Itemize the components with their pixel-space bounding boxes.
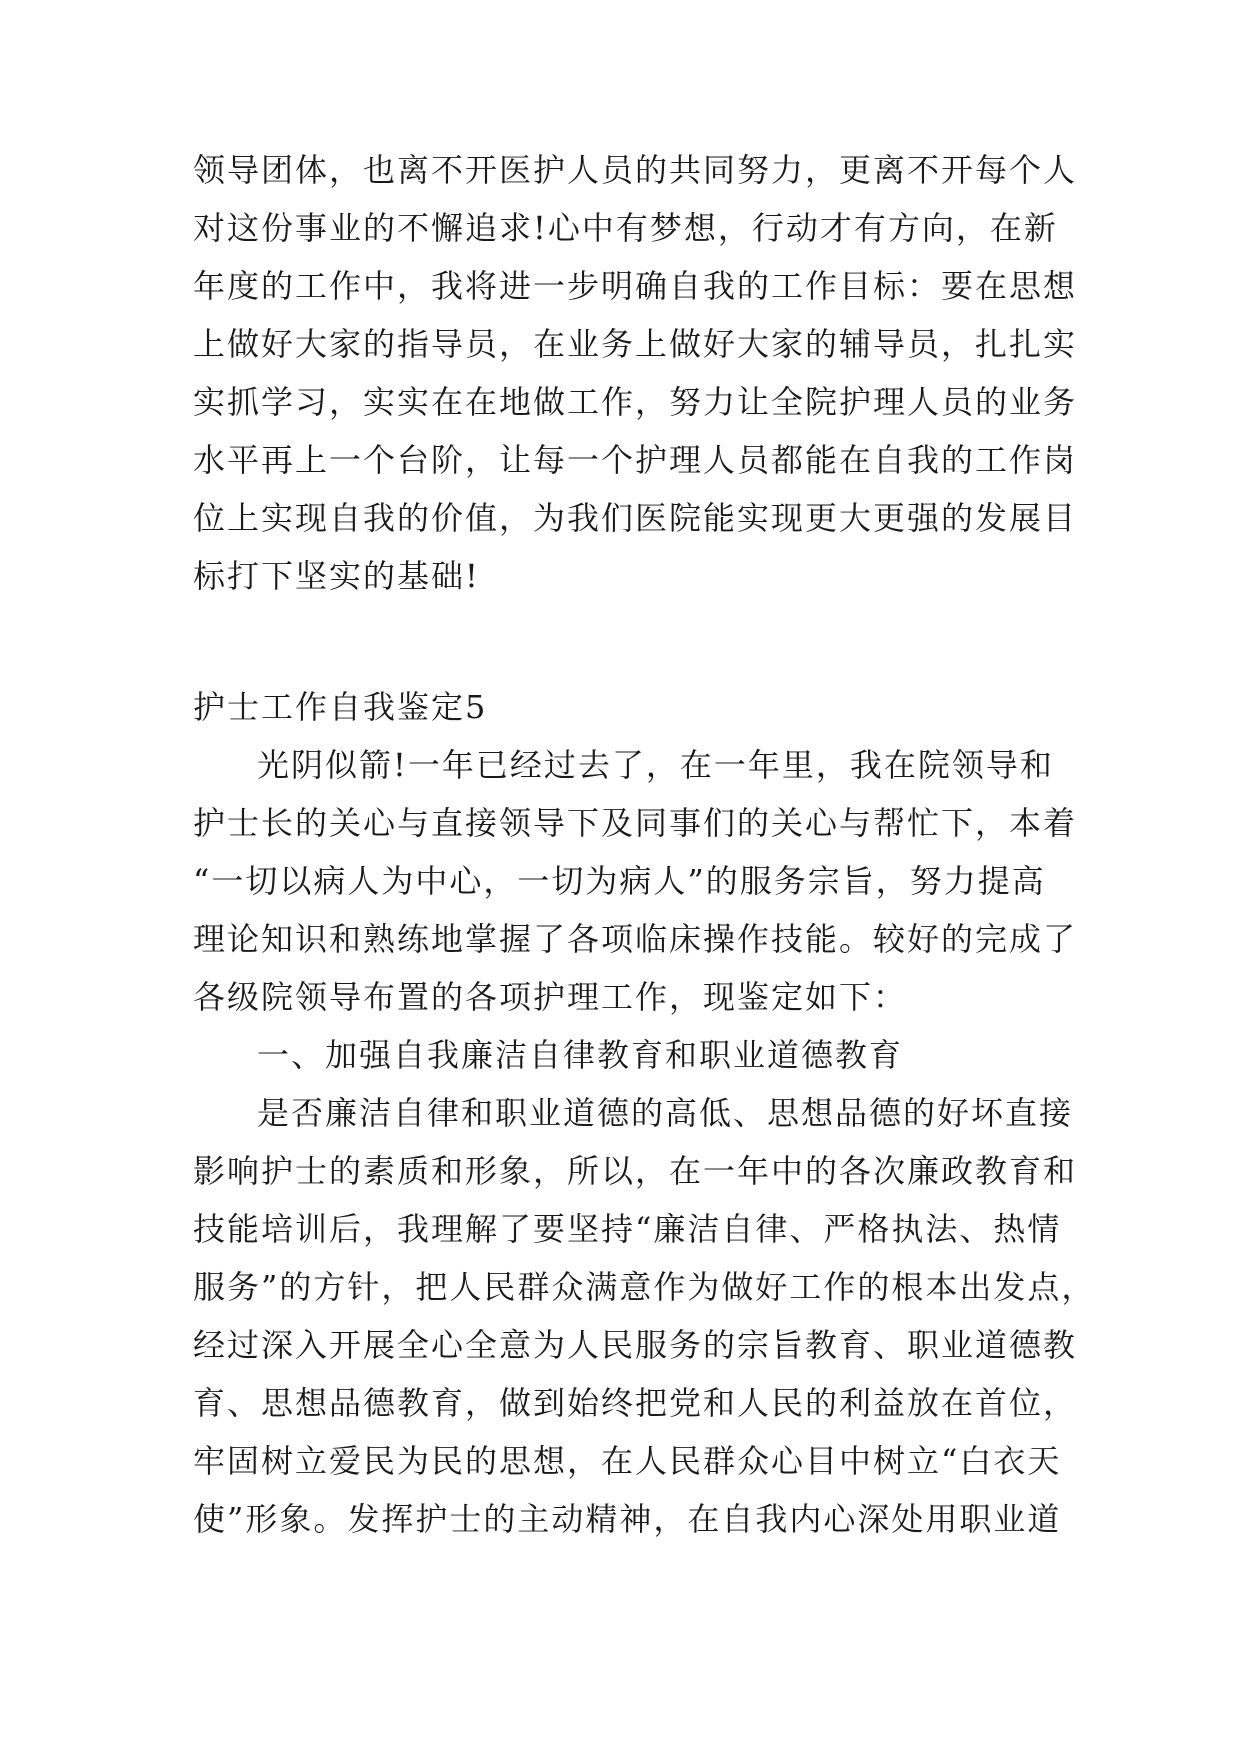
- paragraph-line: 各级院领导布置的各项护理工作，现鉴定如下：: [193, 978, 908, 1016]
- paragraph-line: 是否廉洁自律和职业道德的高低、思想品德的好坏直接: [257, 1094, 1074, 1132]
- subheading: 一、加强自我廉洁自律教育和职业道德教育: [257, 1036, 904, 1074]
- paragraph-line: 影响护士的素质和形象，所以，在一年中的各次廉政教育和: [193, 1152, 1078, 1190]
- paragraph-line: 服务”的方针，把人民群众满意作为做好工作的根本出发点，: [193, 1268, 1096, 1306]
- paragraph-line: 标打下坚实的基础!: [193, 557, 480, 595]
- paragraph-line: 领导团体，也离不开医护人员的共同努力，更离不开每个人: [193, 151, 1078, 189]
- paragraph-line: 理论知识和熟练地掌握了各项临床操作技能。较好的完成了: [193, 920, 1078, 958]
- paragraph-line: 对这份事业的不懈追求!心中有梦想，行动才有方向，在新: [193, 209, 1058, 247]
- paragraph-line: 年度的工作中，我将进一步明确自我的工作目标：要在思想: [193, 267, 1078, 305]
- paragraph-line: 光阴似箭!一年已经过去了，在一年里，我在院领导和: [257, 746, 1054, 784]
- paragraph-line: “一切以病人为中心，一切为病人”的服务宗旨，努力提高: [193, 862, 1046, 900]
- paragraph-line: 使”形象。发挥护士的主动精神，在自我内心深处用职业道: [193, 1500, 1062, 1538]
- paragraph-line: 实抓学习，实实在在地做工作，努力让全院护理人员的业务: [193, 383, 1078, 421]
- paragraph-line: 上做好大家的指导员，在业务上做好大家的辅导员，扎扎实: [193, 325, 1078, 363]
- paragraph-line: 水平再上一个台阶，让每一个护理人员都能在自我的工作岗: [193, 441, 1078, 479]
- paragraph-line: 经过深入开展全心全意为人民服务的宗旨教育、职业道德教: [193, 1326, 1078, 1364]
- paragraph-line: 位上实现自我的价值，为我们医院能实现更大更强的发展目: [193, 499, 1078, 537]
- paragraph-line: 育、思想品德教育，做到始终把党和人民的利益放在首位，: [193, 1384, 1078, 1422]
- paragraph-line: 技能培训后，我理解了要坚持“廉洁自律、严格执法、热情: [193, 1210, 1062, 1248]
- section-title: 护士工作自我鉴定5: [193, 688, 488, 726]
- paragraph-line: 牢固树立爱民为民的思想，在人民群众心目中树立“白衣天: [193, 1442, 1062, 1480]
- paragraph-line: 护士长的关心与直接领导下及同事们的关心与帮忙下，本着: [193, 804, 1078, 842]
